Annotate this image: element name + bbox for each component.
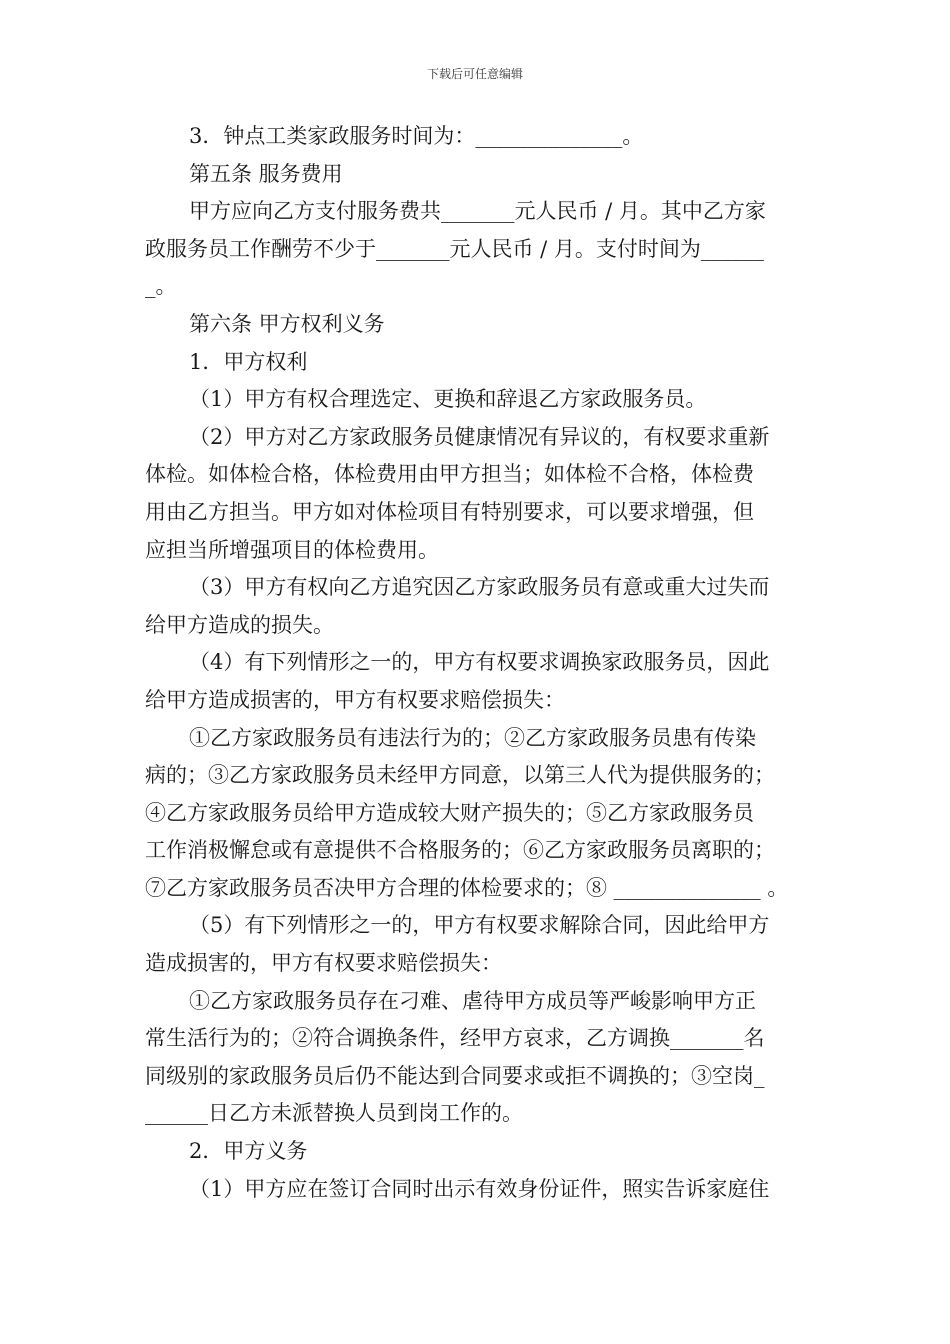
- paragraph-line: 体检。如体检合格，体检费用由甲方担当；如体检不合格，体检费: [145, 462, 754, 487]
- clause-line: 3．钟点工类家政服务时间为：______________。: [189, 124, 644, 148]
- paragraph-line: ______日乙方未派替换人员到岗工作的。: [145, 1101, 523, 1126]
- paragraph-line: 工作消极懈怠或有意提供不合格服务的；⑥乙方家政服务员离职的；: [145, 838, 775, 863]
- paragraph-line: （1）甲方有权合理选定、更换和辞退乙方家政服务员。: [189, 387, 707, 412]
- paragraph-line: ①乙方家政服务员存在刁难、虐待甲方成员等严峻影响甲方正: [189, 988, 756, 1013]
- paragraph-line: ④乙方家政服务员给甲方造成较大财产损失的；⑤乙方家政服务员: [145, 800, 754, 825]
- paragraph-line: （2）甲方对乙方家政服务员健康情况有异议的，有权要求重新: [189, 424, 770, 449]
- paragraph-line: （3）甲方有权向乙方追究因乙方家政服务员有意或重大过失而: [189, 575, 770, 600]
- article-heading: 第六条 甲方权利义务: [189, 311, 385, 336]
- section-heading: 1．甲方权利: [189, 349, 308, 374]
- paragraph-line: 给甲方造成损害的，甲方有权要求赔偿损失：: [145, 687, 565, 712]
- paragraph-line: 政服务员工作酬劳不少于_______元人民币 / 月。支付时间为______: [145, 236, 764, 261]
- page-header: 下载后可任意编辑: [426, 67, 523, 81]
- paragraph-line: 给甲方造成的损失。: [145, 612, 334, 637]
- paragraph-line: （1）甲方应在签订合同时出示有效身份证件，照实告诉家庭住: [189, 1176, 770, 1201]
- document-body: [145, 118, 810, 1208]
- paragraph-line: （4）有下列情形之一的，甲方有权要求调换家政服务员，因此: [189, 650, 770, 675]
- paragraph-line: 用由乙方担当。甲方如对体检项目有特别要求，可以要求增强，但: [145, 499, 754, 524]
- paragraph-line: 甲方应向乙方支付服务费共_______元人民币 / 月。其中乙方家: [189, 199, 766, 224]
- paragraph-line: （5）有下列情形之一的，甲方有权要求解除合同，因此给甲方: [189, 913, 770, 938]
- paragraph-line: 造成损害的，甲方有权要求赔偿损失：: [145, 951, 502, 976]
- paragraph-line: ①乙方家政服务员有违法行为的；②乙方家政服务员患有传染: [189, 725, 756, 750]
- paragraph-line: 同级别的家政服务员后仍不能达到合同要求或拒不调换的；③空岗_: [145, 1063, 765, 1088]
- section-heading: 2．甲方义务: [189, 1139, 308, 1164]
- article-heading: 第五条 服务费用: [189, 161, 343, 186]
- paragraph-line: 病的；③乙方家政服务员未经甲方同意，以第三人代为提供服务的；: [145, 763, 775, 788]
- paragraph-line: _。: [145, 274, 177, 299]
- paragraph-line: 常生活行为的；②符合调换条件，经甲方哀求，乙方调换_______名: [145, 1026, 765, 1051]
- paragraph-line: 应担当所增强项目的体检费用。: [145, 537, 439, 562]
- paragraph-line: ⑦乙方家政服务员否决甲方合理的体检要求的；⑧ ______________ 。: [145, 875, 789, 900]
